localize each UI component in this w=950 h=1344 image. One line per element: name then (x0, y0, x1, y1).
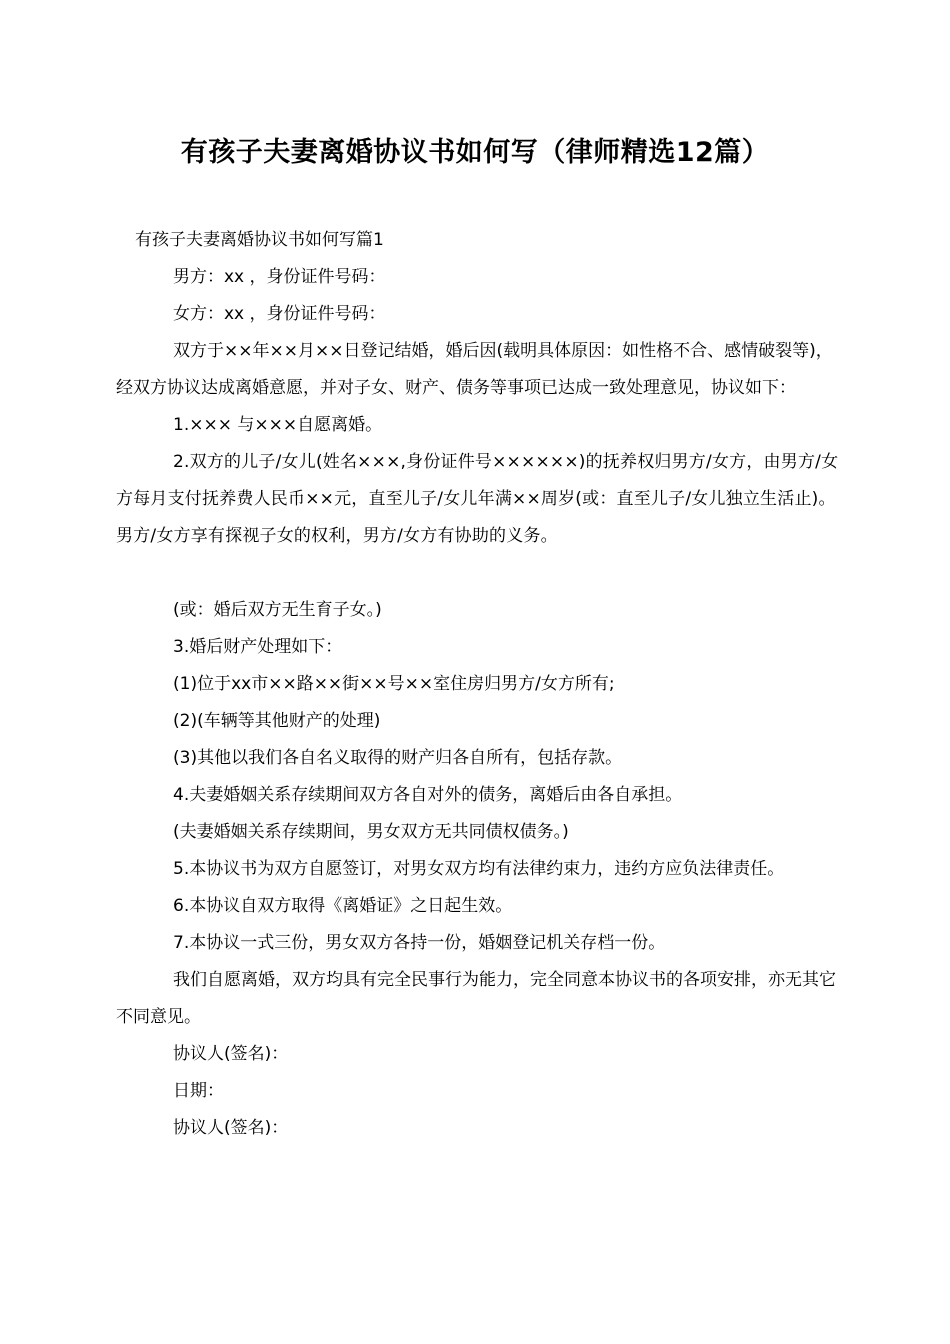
clause-3-3: (3)其他以我们各自名义取得的财产归各自所有，包括存款。 (173, 748, 623, 768)
clause-2-alternative: (或：婚后双方无生育子女。) (173, 600, 382, 620)
clause-4: 4.夫妻婚姻关系存续期间双方各自对外的债务，离婚后由各自承担。 (173, 785, 683, 805)
man-line: 男方：xx ，身份证件号码： (173, 267, 386, 287)
intro-paragraph: 双方于××年××月××日登记结婚，婚后因(载明具体原因：如性格不合、感情破裂等)，经双方协议达成离婚意愿，并对子女、财产、债务等事项已达成一致处理意见，协议如下： (116, 341, 833, 398)
document-title: 有孩子夫妻离婚协议书如何写（律师精选12篇） (180, 137, 770, 168)
clause-7: 7.本协议一式三份，男女双方各持一份，婚姻登记机关存档一份。 (173, 933, 666, 953)
clause-3: 3.婚后财产处理如下： (173, 637, 343, 657)
signer-2-line: 协议人(签名)： (173, 1118, 289, 1138)
clause-4-alternative: (夫妻婚姻关系存续期间，男女双方无共同债权债务。) (173, 822, 569, 842)
clause-3-1: (1)位于xx市××路××街××号××室住房归男方/女方所有; (173, 674, 615, 694)
signer-1-line: 协议人(签名)： (173, 1044, 289, 1064)
section-heading: 有孩子夫妻离婚协议书如何写篇1 (135, 230, 384, 250)
paragraph-gap (116, 555, 848, 592)
date-line: 日期： (173, 1081, 224, 1101)
document-body (116, 222, 848, 1147)
woman-line: 女方：xx ，身份证件号码： (173, 304, 386, 324)
clause-1: 1.××× 与×××自愿离婚。 (173, 415, 383, 435)
clause-6: 6.本协议自双方取得《离婚证》之日起生效。 (173, 896, 513, 916)
clause-5: 5.本协议书为双方自愿签订，对男女双方均有法律约束力，违约方应负法律责任。 (173, 859, 785, 879)
closing-paragraph: 我们自愿离婚，双方均具有完全民事行为能力，完全同意本协议书的各项安排，亦无其它不同意见。 (116, 970, 836, 1027)
clause-2: 2.双方的儿子/女儿(姓名×××,身份证件号××××××)的抚养权归男方/女方，由男方/女方每月支付抚养费人民币××元，直至儿子/女儿年满××周岁(或：直至儿子/女儿独立生活止)。男方/女方享有探视子女的权利，男方/女方有协助的义务。 (116, 452, 839, 546)
clause-3-2: (2)(车辆等其他财产的处理) (173, 711, 381, 731)
